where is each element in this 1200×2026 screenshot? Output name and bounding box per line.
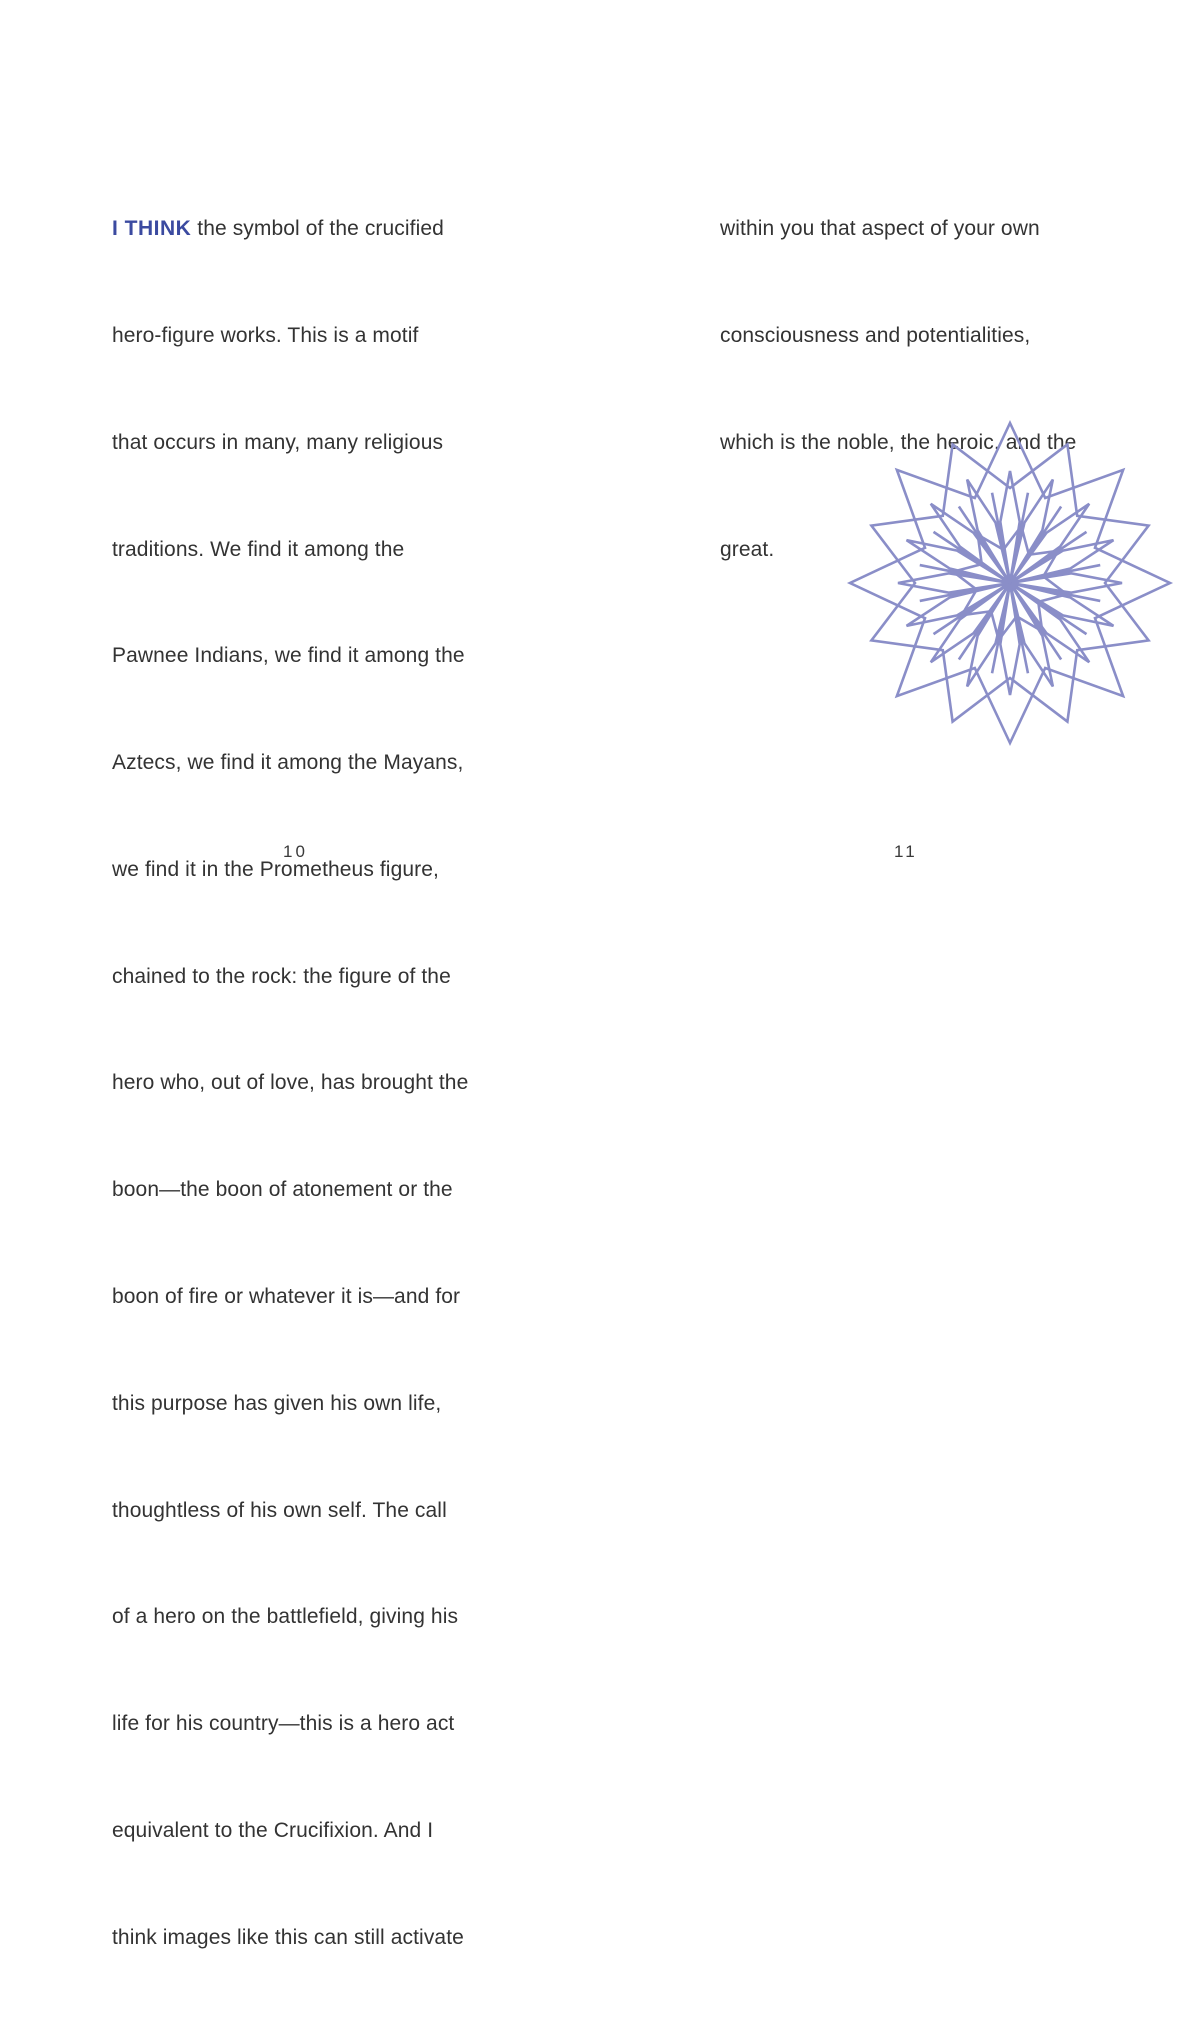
text-line: chained to the rock: the figure of the [112, 964, 451, 988]
page-number: 10 [283, 842, 308, 861]
text-line: Pawnee Indians, we find it among the [112, 644, 465, 668]
text-line: of a hero on the battlefield, giving his [112, 1605, 459, 1629]
left-page [0, 0, 600, 1949]
text-line: Aztecs, we find it among the Mayans, [112, 751, 464, 775]
text-line-segment: the symbol of the crucified [191, 217, 444, 241]
text-line: boon of fire or whatever it is—and for [112, 1285, 461, 1308]
text-line: within you that aspect of your own [720, 217, 1040, 241]
star-mandala-icon [855, 418, 1165, 748]
text-line: hero who, out of love, has brought the [112, 1071, 469, 1095]
text-line [112, 211, 492, 247]
text-line: traditions. We find it among the [112, 537, 405, 561]
text-line: this purpose has given his own life, [112, 1391, 442, 1415]
text-line: equivalent to the Crucifixion. And I [112, 1818, 434, 1842]
text-line: we find it in the Prometheus figure, [112, 857, 439, 881]
text-line: boon—the boon of atonement or the [112, 1178, 453, 1202]
text-line: which is the noble, the heroic, and the [720, 430, 1077, 454]
text-line: thoughtless of his own self. The call [112, 1498, 447, 1522]
page-number: 11 [894, 842, 918, 861]
text-line: life for his country—this is a hero act [112, 1712, 455, 1736]
text-line: think images like this can still activate [112, 1925, 464, 1949]
right-page [600, 0, 1200, 900]
text-line: consciousness and potentialities, [720, 323, 1031, 347]
lead-in: I THINK [112, 217, 192, 241]
text-line: hero-figure works. This is a motif [112, 323, 419, 347]
text-line: great. [720, 537, 775, 561]
left-page-text [112, 140, 492, 2026]
text-line: that occurs in many, many religious [112, 430, 444, 454]
